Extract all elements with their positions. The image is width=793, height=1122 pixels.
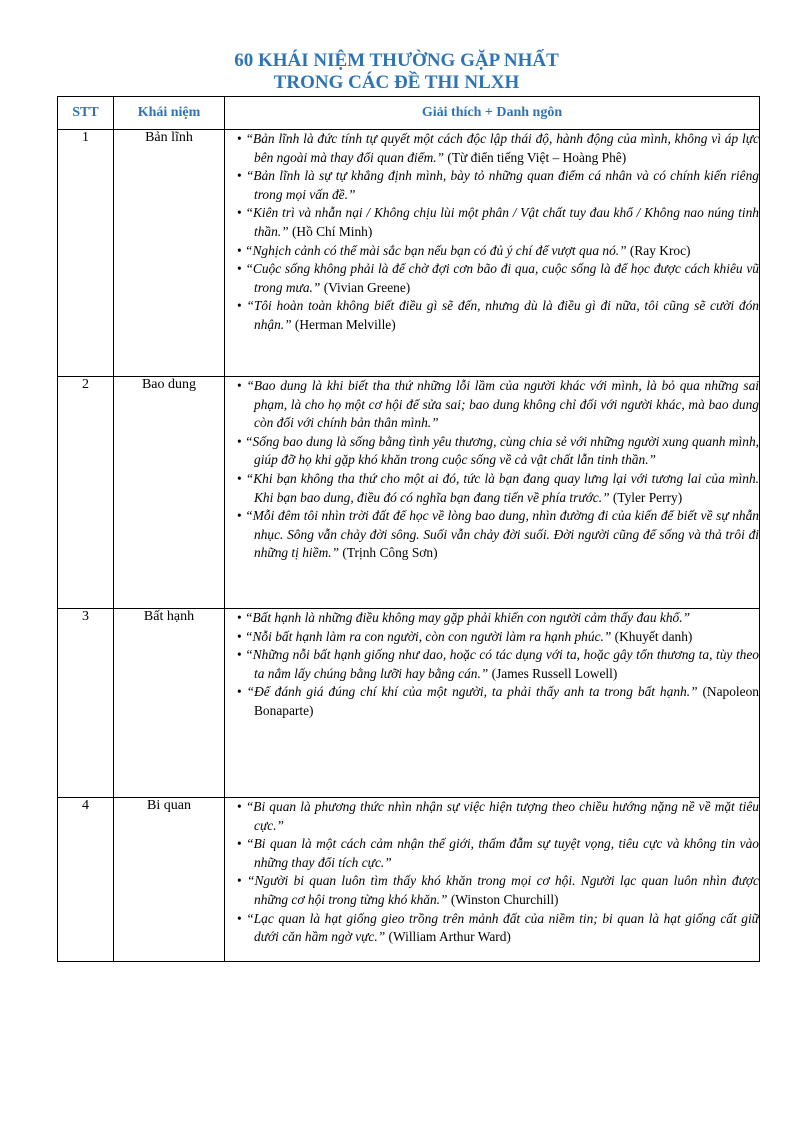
list-item bbox=[225, 260, 759, 297]
bullet-icon: • bbox=[237, 684, 247, 700]
quote-text: “Sống bao dung là sống bằng tình yêu thương, cùng chia sẻ với những người xung quanh mình, giúp đỡ họ khi gặp khó khăn trong cuộc sống về cả vật chất lẫn tinh thần.” bbox=[245, 433, 759, 468]
quote-author: (Herman Melville) bbox=[291, 316, 396, 332]
table-header-row bbox=[58, 97, 760, 130]
quote-text: “Cuộc sống không phải là để chờ đợi cơn bão đi qua, cuộc sống là để học được cách khiêu vũ trong mưa.” bbox=[245, 261, 759, 295]
quote-text: “Kiên trì và nhẫn nại / Không chịu lùi một phân / Vật chất tuy đau khổ / Không nao núng tinh thần.” bbox=[245, 205, 759, 239]
quote-text: “Tôi hoàn toàn không biết điều gì sẽ đến, nhưng dù là điều gì đi nữa, tôi cũng sẽ cười đón nhận.” bbox=[246, 298, 759, 332]
bullet-icon: • bbox=[237, 433, 246, 449]
list-item bbox=[225, 204, 759, 241]
quote-author: (James Russell Lowell) bbox=[488, 665, 618, 681]
list-item bbox=[225, 683, 759, 720]
bullet-icon: • bbox=[237, 298, 247, 314]
title-line-2: TRONG CÁC ĐỀ THI NLXH bbox=[273, 72, 520, 93]
explanation-cell bbox=[225, 798, 760, 962]
quote-text: “Nỗi bất hạnh làm ra con người, còn con người làm ra hạnh phúc.” bbox=[245, 628, 612, 644]
quote-author: (Từ điển tiếng Việt – Hoàng Phê) bbox=[444, 149, 627, 165]
quote-text: “Để đánh giá đúng chí khí của một người, ta phải thấy anh ta trong bất hạnh.” bbox=[246, 684, 698, 700]
bullet-icon: • bbox=[237, 836, 247, 852]
list-item bbox=[225, 377, 759, 433]
concept-term: Bản lĩnh bbox=[114, 130, 225, 377]
explanation-cell bbox=[225, 377, 760, 609]
quote-text: “Bản lĩnh là sự tự khẳng định mình, bày tỏ những quan điểm cá nhân và có chính kiến riêng trong mọi vấn đề.” bbox=[245, 168, 759, 202]
concept-table bbox=[57, 96, 760, 962]
list-item bbox=[225, 507, 759, 563]
bullet-icon: • bbox=[237, 647, 246, 663]
bullet-icon: • bbox=[237, 378, 247, 393]
quote-author: (Winston Churchill) bbox=[447, 891, 559, 907]
quote-text: “Bi quan là một cách cảm nhận thế giới, thấm đẫm sự tuyệt vọng, tiêu cực và không tin vào những thay đổi tích cực.” bbox=[246, 836, 759, 870]
bullet-icon: • bbox=[237, 131, 246, 146]
bullet-icon: • bbox=[237, 910, 247, 926]
header-term: Khái niệm bbox=[114, 97, 225, 130]
bullet-icon: • bbox=[237, 628, 246, 644]
row-number: 3 bbox=[58, 609, 114, 798]
bullet-icon: • bbox=[237, 205, 246, 221]
bullet-icon: • bbox=[237, 873, 248, 889]
bullet-icon: • bbox=[237, 261, 246, 277]
quote-author: (Trịnh Công Sơn) bbox=[339, 545, 438, 561]
quote-author: (William Arthur Ward) bbox=[385, 929, 511, 945]
quote-author: (Khuyết danh) bbox=[611, 628, 693, 644]
list-item bbox=[225, 609, 759, 628]
document-title bbox=[0, 50, 793, 94]
list-item bbox=[225, 242, 759, 261]
quote-list bbox=[225, 377, 759, 563]
quote-text: “Bao dung là khi biết tha thứ những lỗi lầm của người khác với mình, là bỏ qua những sai phạm, là cho họ một cơ hội để sửa sai; bao dung không chỉ đối với người khác, mà bao dung còn đối với chính bản thân mình.” bbox=[246, 378, 759, 431]
quote-author: (Napoleon Bonaparte) bbox=[254, 684, 759, 718]
header-explain: Giải thích + Danh ngôn bbox=[225, 97, 760, 130]
list-item bbox=[225, 872, 759, 909]
concept-term: Bi quan bbox=[114, 798, 225, 962]
quote-text: “Lạc quan là hạt giống gieo trồng trên mảnh đất của niềm tin; bi quan là hạt giống cất giữ dưới căn hầm ngờ vực.” bbox=[246, 910, 759, 945]
list-item bbox=[225, 433, 759, 470]
list-item bbox=[225, 167, 759, 204]
list-item bbox=[225, 910, 759, 947]
quote-author: (Vivian Greene) bbox=[320, 279, 411, 295]
list-item bbox=[225, 798, 759, 835]
table-row bbox=[58, 798, 760, 962]
list-item bbox=[225, 297, 759, 334]
list-item bbox=[225, 130, 759, 167]
concept-term: Bao dung bbox=[114, 377, 225, 609]
list-item bbox=[225, 470, 759, 507]
bullet-icon: • bbox=[237, 508, 246, 524]
quote-text: “Bi quan là phương thức nhìn nhận sự việc hiện tượng theo chiều hướng nặng nề về mặt tiêu cực.” bbox=[245, 799, 759, 833]
header-stt: STT bbox=[58, 97, 114, 130]
table-row bbox=[58, 377, 760, 609]
bullet-icon: • bbox=[237, 610, 246, 625]
title-line-1: 60 KHÁI NIỆM THƯỜNG GẶP NHẤT bbox=[234, 50, 559, 71]
table-row bbox=[58, 609, 760, 798]
explanation-cell bbox=[225, 130, 760, 377]
quote-text: “Những nỗi bất hạnh giống như dao, hoặc có tác dụng với ta, hoặc gây tổn thương ta, tùy theo ta nắm lấy chúng bằng lưỡi hay bằng cán.” bbox=[245, 647, 759, 681]
concept-term: Bất hạnh bbox=[114, 609, 225, 798]
bullet-icon: • bbox=[237, 168, 246, 184]
table-row bbox=[58, 130, 760, 377]
row-number: 1 bbox=[58, 130, 114, 377]
list-item bbox=[225, 835, 759, 872]
quote-author: (Tyler Perry) bbox=[609, 489, 683, 505]
quote-text: “Bất hạnh là những điều không may gặp phải khiến con người cảm thấy đau khổ.” bbox=[245, 610, 691, 625]
bullet-icon: • bbox=[237, 242, 246, 258]
bullet-icon: • bbox=[237, 799, 246, 814]
quote-text: “Mỗi đêm tôi nhìn trời đất để học về lòng bao dung, nhìn đường đi của kiến để biết về sự nhẫn nhục. Sông vẫn chảy đời sông. Suối vẫn chảy đời suối. Đời người cũng để sống và thả trôi đi những tị hiềm.” bbox=[245, 508, 759, 561]
row-number: 4 bbox=[58, 798, 114, 962]
quote-text: “Bản lĩnh là đức tính tự quyết một cách độc lập thái độ, hành động của mình, không vì áp lực bên ngoài mà thay đổi quan điểm.” bbox=[245, 131, 759, 165]
explanation-cell bbox=[225, 609, 760, 798]
quote-text: “Nghịch cảnh có thể mài sắc bạn nếu bạn có đủ ý chí để vượt qua nó.” bbox=[245, 242, 627, 258]
row-number: 2 bbox=[58, 377, 114, 609]
quote-list bbox=[225, 798, 759, 947]
quote-author: (Hồ Chí Minh) bbox=[288, 223, 373, 239]
quote-text: “Người bi quan luôn tìm thấy khó khăn trong mọi cơ hội. Người lạc quan luôn nhìn được những cơ hội trong từng khó khăn.” bbox=[247, 873, 759, 907]
list-item bbox=[225, 646, 759, 683]
quote-text: “Khi bạn không tha thứ cho một ai đó, tức là bạn đang quay lưng lại với tương lai của mình. Khi bạn bao dung, điều đó có nghĩa bạn đang tiến về phía trước.” bbox=[245, 470, 759, 505]
quote-list bbox=[225, 130, 759, 335]
quote-author: (Ray Kroc) bbox=[626, 242, 691, 258]
quote-list bbox=[225, 609, 759, 721]
bullet-icon: • bbox=[237, 470, 246, 486]
list-item bbox=[225, 628, 759, 647]
